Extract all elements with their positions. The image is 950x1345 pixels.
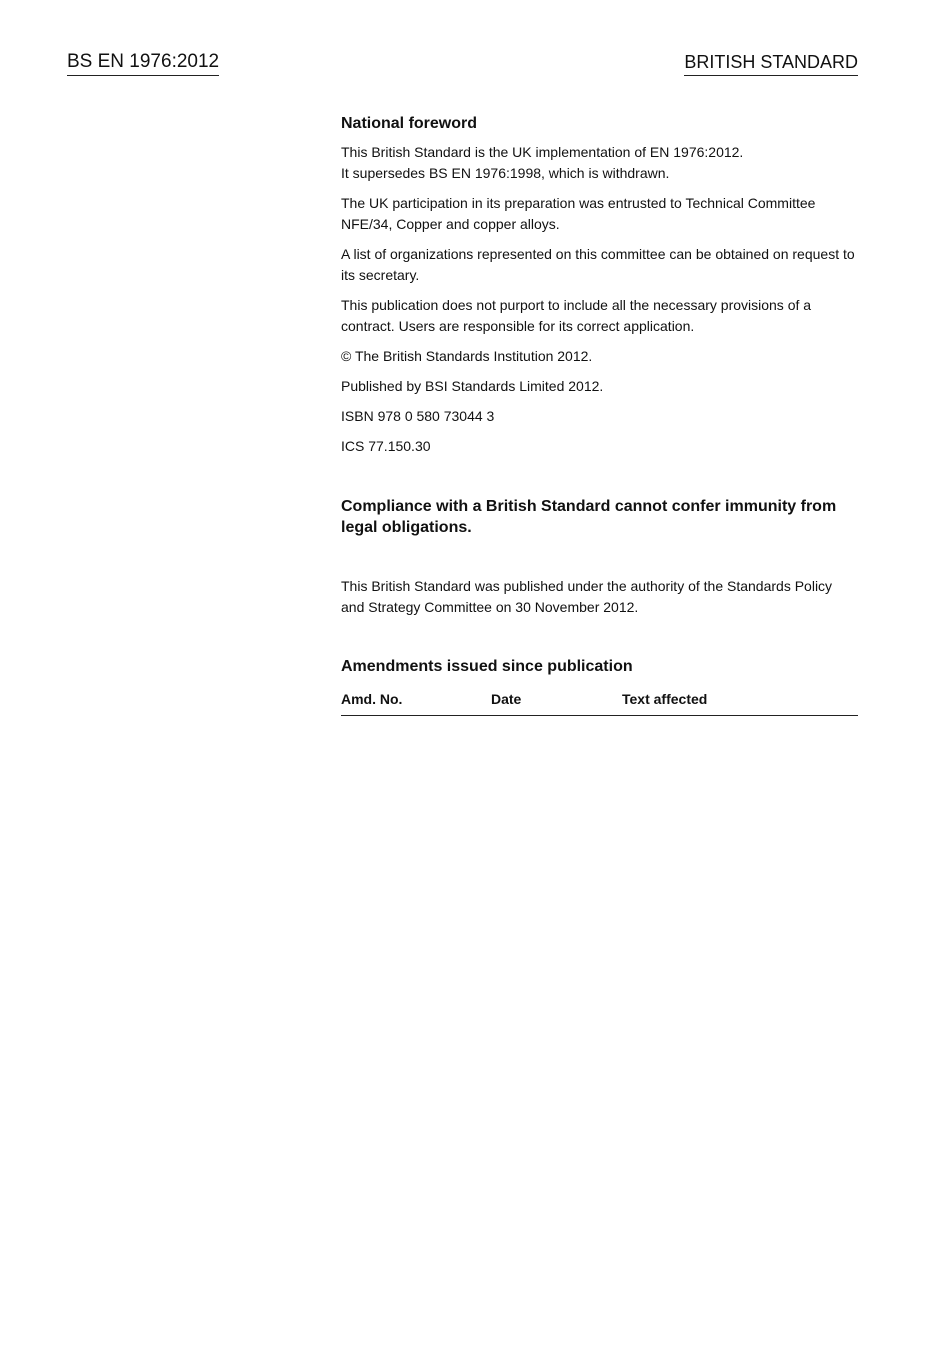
ics-code: ICS 77.150.30 [341, 438, 431, 454]
column-text-affected: Text affected [622, 691, 708, 707]
supersedes-line: It supersedes BS EN 1976:1998, which is withdrawn. [341, 165, 670, 181]
implementation-line: This British Standard is the UK implementation of EN 1976:2012. [341, 144, 744, 160]
copyright-notice: © The British Standards Institution 2012. [341, 348, 593, 364]
isbn-number: ISBN 978 0 580 73044 3 [341, 408, 495, 424]
implementation-paragraph [341, 142, 858, 184]
compliance-statement: Compliance with a British Standard cannot confer immunity from legal obligations. [341, 498, 837, 536]
provisions-paragraph: This publication does not purport to include all the necessary provisions of a contract. Users are responsible for its correct application. [341, 297, 812, 334]
standard-label: BRITISH STANDARD [684, 50, 858, 76]
committee-paragraph: The UK participation in its preparation was entrusted to Technical Committee NFE/34, Copper and copper alloys. [341, 195, 816, 232]
document-number: BS EN 1976:2012 [67, 50, 219, 76]
authority-statement: This British Standard was published under the authority of the Standards Policy and Strategy Committee on 30 November 2012. [341, 578, 833, 615]
amendments-title: Amendments issued since publication [341, 658, 633, 675]
foreword-section [341, 113, 858, 716]
organizations-paragraph: A list of organizations represented on this committee can be obtained on request to its secretary. [341, 246, 855, 283]
publisher-notice: Published by BSI Standards Limited 2012. [341, 378, 604, 394]
foreword-title: National foreword [341, 115, 478, 132]
amendments-table-header [341, 689, 858, 716]
column-amd-no: Amd. No. [341, 691, 403, 707]
column-date: Date [491, 691, 522, 707]
